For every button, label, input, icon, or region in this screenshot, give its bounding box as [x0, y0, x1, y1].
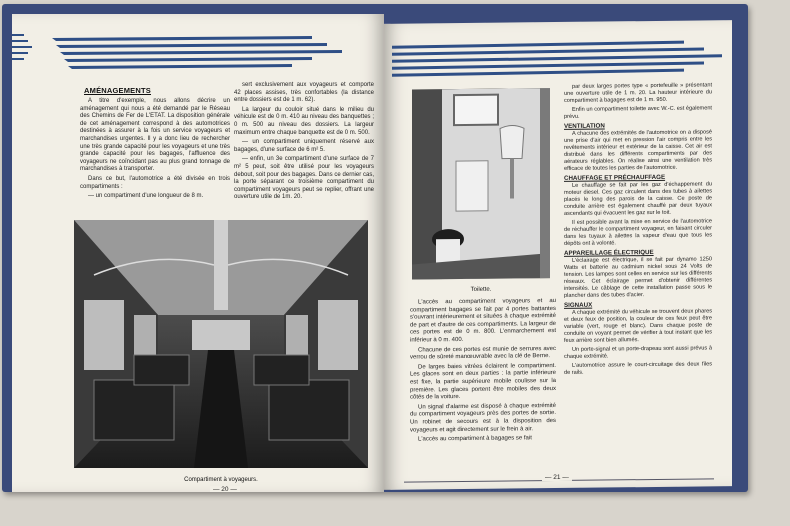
subheading-ventilation: VENTILATION — [564, 122, 605, 130]
paragraph: Dans ce but, l'automotrice a été divisée en trois compartiments : — [80, 175, 230, 190]
toilet-photo — [412, 88, 550, 279]
paragraph: par deux larges portes type « portefeuille » présentant une ouverture utile de 1 m. 20. La hauteur intérieure du compartiment à bagages est de 1 m. 950. — [564, 82, 712, 104]
paragraph: Chacune de ces portes est munie de serrures avec verrou de sûreté manœuvrable avec la clé de Berne. — [410, 345, 556, 361]
right-column-1 — [410, 298, 556, 446]
paragraph: L'automotrice assure le court-circuitage des deux files de rails. — [564, 361, 712, 376]
paragraph: — un compartiment d'une longueur de 8 m. — [88, 193, 204, 200]
decorative-stripe-band — [384, 34, 732, 88]
paragraph: L'éclairage est électrique, il se fait par dynamo 1250 Watts et batterie au cadmium nickel sous 24 Volts de tension. Les lampes sont celles en service sur les différents réseaux. Cet éclairage permet d'obtenir différentes intensités. Le câblage de cette installation passe sous le plancher dans des tubes d'acier. — [564, 256, 712, 299]
subheading-signaux: SIGNAUX — [564, 301, 593, 309]
paragraph: A chacune des extrémités de l'automotrice on a disposé une prise d'air qui met en pression l'air compris entre les revêtements intérieur et extérieur de la caisse. Cet air est distribué dans les différents compartiments par des aérateurs réglables. On réalise ainsi une ventilation très efficace de toutes les parties de l'automotrice. — [564, 129, 712, 172]
page-number: — 20 — — [210, 486, 240, 492]
paragraph: L'accès au compartiment voyageurs et au compartiment bagages se fait par 4 portes battantes s'ouvrant intérieurement et situées à chaque extrémité de part et d'autre de ces compartiments. La largeur de ces portes est de 0 m. 800. L'enmarchement est inférieur à 0 m. 400. — [410, 298, 556, 344]
right-column-2 — [564, 82, 712, 379]
paragraph: Enfin un compartiment toilette avec W.-C. est également prévu. — [564, 105, 712, 120]
decorative-stripe-band — [12, 30, 384, 82]
paragraph: sert exclusivement aux voyageurs et comporte 42 places assises, très confortables (la distance entre dossiers est de 1 m. 62). — [234, 82, 374, 104]
paragraph: A titre d'exemple, nous allons décrire un aménagement qui nous a été demandé par le Réseau des Chemins de Fer de L'ETAT. La disposition générale de cet aménagement correspond à des automotrices destinées à assurer à la fois un service voyageurs et marchandises urgentes. Il y a donc lieu de rechercher une très grande capacité pour les voyageurs et une très grande capacité pour les bagages, l'affluence des voyageurs ne coïncidant pas au plus grand tonnage de marchandises à transporter. — [80, 98, 230, 173]
paragraph: De larges baies vitrées éclairent le compartiment. Les glaces sont en deux parties : la partie inférieure est fixe, la partie supérieure mobile coulisse sur la première. Les glaces portent être mobiles des deux côtés de la voiture. — [410, 362, 556, 401]
paragraph: A chaque extrémité du véhicule se trouvent deux phares et deux feux de position, la couleur de ces feux peut être variable (vert, rouge et blanc). Dans chaque poste de conduite on voyant permet de vérifier à tout instant que les feux arrière sont bien allumés. — [564, 308, 712, 344]
paragraph: Un signal d'alarme est disposé à chaque extrémité du compartiment voyageurs près des portes de sortie. Un robinet de secours est à la disposition des voyageurs et agit directement sur le frein à air. — [410, 402, 556, 434]
passenger-compartment-photo — [74, 220, 368, 468]
left-column-1 — [80, 98, 230, 203]
left-column-2 — [234, 82, 374, 204]
subheading-appareillage: APPAREILLAGE ÉLECTRIQUE — [564, 248, 654, 257]
section-heading-amenagements: AMÉNAGEMENTS — [84, 86, 151, 95]
paragraph: — enfin, un 3e compartiment d'une surface de 7 m² 5 peut, soit être utilisé pour les voyageurs debout, soit pour des bagages. Dans ce dernier cas, la porte séparant ce troisième compartiment du compartiment voyageurs peut se replier, offrant une ouverture utile de 1m. 20. — [234, 156, 374, 201]
page-number: — 21 — — [542, 474, 572, 481]
paragraph: L'accès au compartiment à bagages se fait — [418, 435, 532, 443]
subheading-chauffage: CHAUFFAGE ET PRÉCHAUFFAGE — [564, 173, 666, 182]
photo-caption: Compartiment à voyageurs. — [184, 477, 258, 483]
paragraph: — un compartiment uniquement réservé aux bagages, d'une surface de 6 m² 5. — [234, 139, 374, 153]
paragraph: La largeur du couloir situé dans le milieu du véhicule est de 0 m. 410 au niveau des banquettes ; 0 m. 500 au niveau des dossiers. La largeur maximum entre chaque banquette est de 0 m. 500. — [234, 106, 374, 136]
left-page — [12, 14, 384, 492]
paragraph: Un porte-signal et un porte-drapeau sont aussi prévus à chaque extrémité. — [564, 345, 712, 360]
paragraph: Le chauffage se fait par les gaz d'échappement du moteur diesel. Ces gaz circulent dans des tubes à ailettes placés le long des parois de la caisse. Ce poste de conduite arrière est également chauffé par deux tuyaux ascendants qui évacuent les gaz sur le toit. — [564, 181, 712, 217]
right-page — [384, 20, 732, 490]
paragraph: Il est possible avant la mise en service de l'automotrice de réchauffer le compartiment voyageur, en faisant circuler dans les tuyaux à ailettes la vapeur d'eau que tous les dépôts ont à volonté. — [564, 218, 712, 247]
photo-caption: Toilette. — [470, 286, 492, 293]
